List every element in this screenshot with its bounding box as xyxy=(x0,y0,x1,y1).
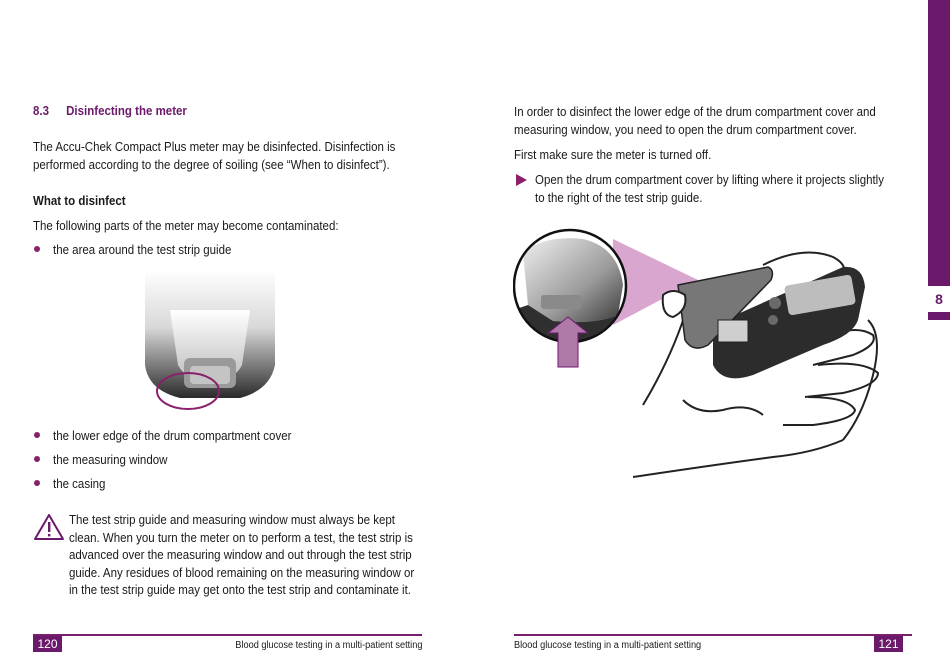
section-heading xyxy=(33,104,187,118)
step-arrow-icon xyxy=(516,174,527,186)
paragraph-turned-off: First make sure the meter is turned off. xyxy=(514,148,712,162)
subheading: What to disinfect xyxy=(33,194,126,208)
bullet-item: the area around the test strip guide xyxy=(53,243,232,257)
step-text: Open the drum compartment cover by lifting where it projects slightly to the right of the test strip guide. xyxy=(535,173,884,205)
footer-rule xyxy=(33,634,422,636)
page-number: 121 xyxy=(874,636,903,652)
open-drum-cover-illustration xyxy=(513,225,933,487)
page-number: 120 xyxy=(33,636,62,652)
chapter-tab-bar xyxy=(928,0,950,320)
paragraph-open-cover: In order to disinfect the lower edge of the drum compartment cover and measuring window, you need to open the drum compartment cover. xyxy=(514,105,876,137)
section-title: Disinfecting the meter xyxy=(66,104,187,118)
bullet-dot xyxy=(34,246,40,252)
footer-text: Blood glucose testing in a multi-patient setting xyxy=(234,640,422,651)
chapter-tab-number: 8 xyxy=(928,286,950,312)
test-strip-guide-illustration xyxy=(140,270,280,415)
bullet-dot xyxy=(34,432,40,438)
bullet-dot xyxy=(34,456,40,462)
bullet-item: the lower edge of the drum compartment cover xyxy=(53,429,292,443)
bullet-dot xyxy=(34,480,40,486)
section-number: 8.3 xyxy=(33,104,49,118)
warning-icon xyxy=(33,513,65,541)
bullet-item: the measuring window xyxy=(53,453,168,467)
right-page xyxy=(475,0,950,670)
warning-text: The test strip guide and measuring window must always be kept clean. When you turn the meter on to perform a test, the test strip is advanced over the measuring window and out through the test strip guide. Any residues of blood remaining on the measuring window or in the test strip guide may get onto the test strip and contaminate it. xyxy=(69,513,415,597)
parts-intro: The following parts of the meter may become contaminated: xyxy=(33,219,339,233)
bullet-item: the casing xyxy=(53,477,106,491)
intro-paragraph: The Accu-Chek Compact Plus meter may be disinfected. Disinfection is performed according to the degree of soiling (see “When to disinfect”). xyxy=(33,140,396,172)
footer-rule xyxy=(514,634,912,636)
footer-text: Blood glucose testing in a multi-patient setting xyxy=(514,640,702,651)
